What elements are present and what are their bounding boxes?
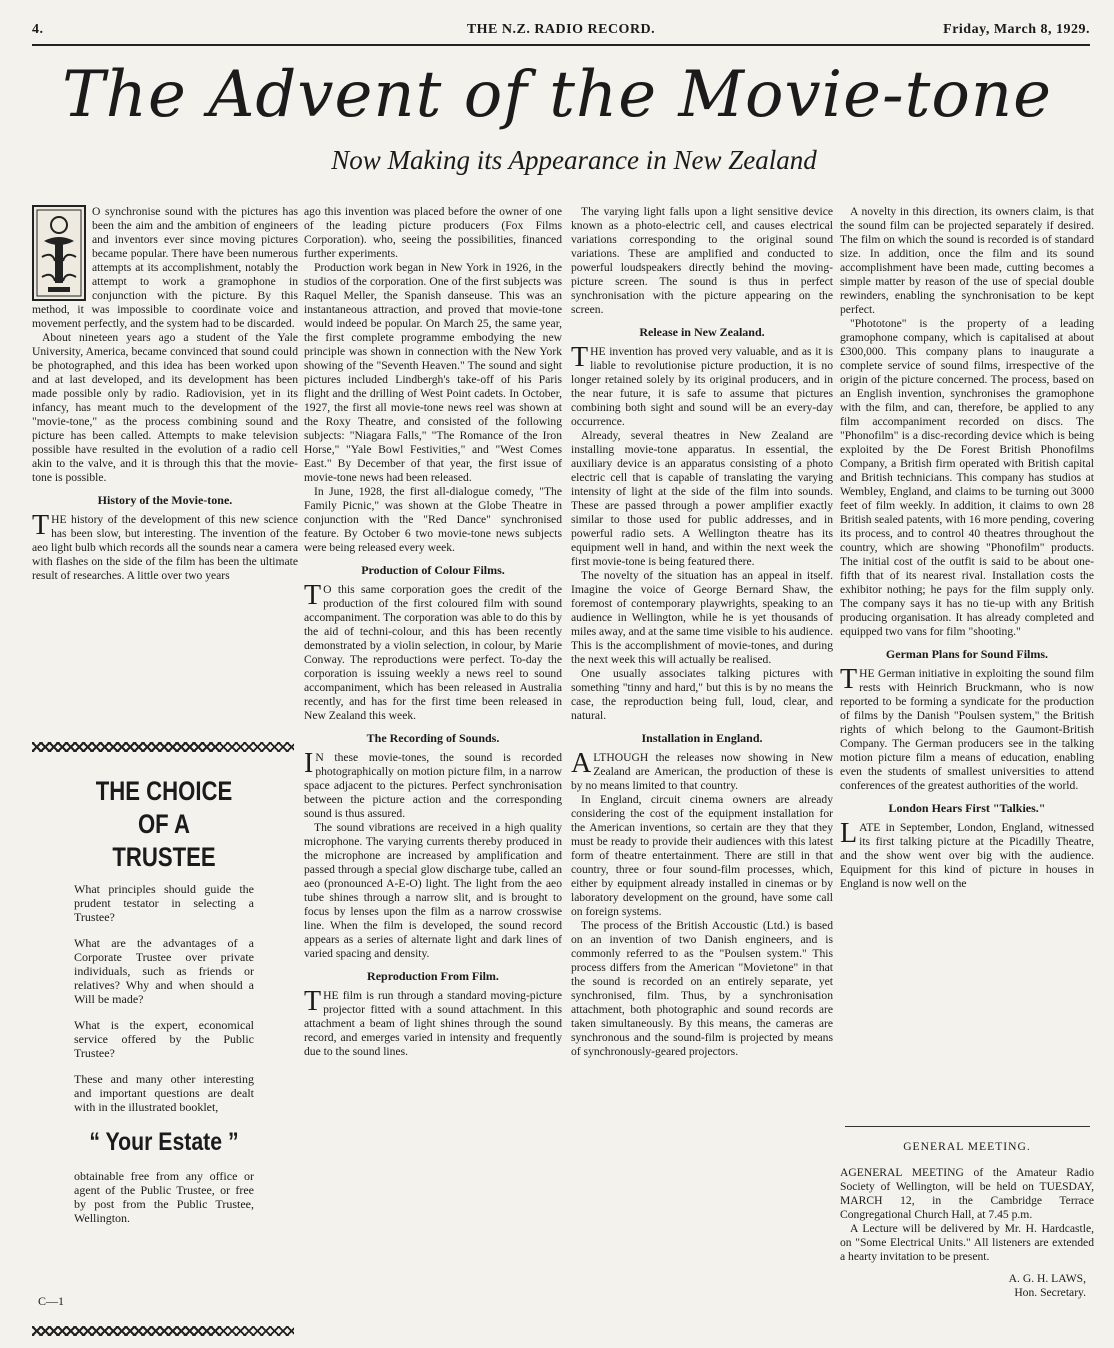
drop-cap: T [571,342,589,373]
paragraph: "Phototone" is the property of a leading gramophone company, which is capitalised at about £300,000. This company plans to inaugurate a complete service of sound films, irrespective of the origin of the picture concerned. The process, based on an English invention, synchronises the gramophone with the film, and can, therefore, be applied to any film accompaniment recorded on discs. The "Phonofilm" is a disc-recording device which is being exploited by the De Forest British Phonofilms Company, a British firm operated with British capital and British technicians. This company has studios at Wembley, England, and claims to be turning out 3000 feet of film weekly. In addition, it claims to own 28 British sealed patents, with 16 more pending, covering its process, and to control 40 theatres throughout the country, which are showing "Phonofilm" products. The initial cost of the outfit is said to be about one-fifth that of its nearest rival. Installation costs the exhibitor nothing; he pays for the film supply only. The company says it has no tie-up with any British producing organisation. It has already completed and equipped two vans for film "shooting." [840,317,1094,638]
ad-question: These and many other interesting and important questions are dealt with in the illustrated booklet, [74,1072,254,1114]
masthead: THE N.Z. RADIO RECORD. [466,22,656,37]
section-heading: Production of Colour Films. [361,563,505,577]
ornamental-initial-icon [32,205,86,301]
section-heading: Release in New Zealand. [639,325,765,339]
column-4 [840,205,1094,891]
ad-heading: THE CHOICE OF A TRUSTEE [95,776,233,872]
drop-cap: A [571,748,592,779]
article-title: The Advent of the Movie-tone [62,58,1052,132]
article-subtitle: Now Making its Appearance in New Zealand [331,145,817,175]
decorative-border-top [32,742,294,752]
drop-cap: A [840,1166,849,1179]
paragraph: The process of the British Accoustic (Ltd.) is based on an invention of two Danish engineers, and is commonly referred to as the "Poulsen system." This process differs from the American "Movietone" in that the sound is recorded on an entirely separate, yet synchronised, film. Thus, by a synchronisation attachment, both photographic and sound records are taken simultaneously. By this means, the cameras are synchronous and the sound-film is projected by means of synchronously-geared projectors. [571,919,833,1058]
paragraph: One usually associates talking pictures with something "tinny and hard," but this is by no means the case, the reproduction being full, loud, clear, and natural. [571,667,833,722]
paragraph: Production work began in New York in 1926, in the studios of the corporation. One of the first subjects was Raquel Meller, the Spanish danseuse. This was an instantaneous attraction, and proved that movie-tone would indeed be popular. On March 25, the same year, the first complete programme embodying the new principle was shown in connection with the New York showing of the "Seventh Heaven." The sound and sight pictures included Lindbergh's take-off of his Paris flight and the drilling of West Point cadets. In October, 1927, the first all movie-tone news reel was shown at the Roxy Theatre, and consisted of the following subjects: "Niagara Falls," "The Romance of the Iron Horse," "Yale Bowl Festivities," and "West Comes East." By December of that year, the first issue of movie-tone news had been released. [304,261,562,484]
notice-body-2: A Lecture will be delivered by Mr. H. Hardcastle, on "Some Electrical Units." All listeners are extended a hearty invitation to be present. [840,1222,1094,1263]
section-heading: German Plans for Sound Films. [885,647,1049,661]
paragraph: In June, 1928, the first all-dialogue comedy, "The Family Picnic," was shown at the Globe Theatre in conjunction with the "Red Dance" synchronised feature. By October 6 two movie-tone news subjects were being released every week. [304,485,562,554]
decorative-border-bottom [32,1326,294,1336]
ad-question: What are the advantages of a Corporate Trustee over private individuals, such as friends or relatives? Why and when should a Will be made? [74,936,254,1006]
paragraph: The novelty of the situation has an appeal in itself. Imagine the voice of George Bernard Shaw, the foremost of contemporary playwrights, speaking to an audience in Wellington, while he is yet thousands of miles away, and at the same time visible to his audience. This is the accomplishment of movie-tones, and during the next week this will actually be realised. [571,569,833,666]
drop-cap: I [304,748,314,779]
section-heading: The Recording of Sounds. [366,731,500,745]
issue-date: Friday, March 8, 1929. [943,22,1090,37]
general-meeting-notice [840,1140,1094,1300]
paragraph: THE film is run through a standard moving-picture projector fitted with a sound attachment. In this attachment a beam of light shines through the sound record, and emerges varied in intensity and frequently due to the sound lines. [304,986,562,1058]
paragraph: I N these movie-tones, the sound is recorded photographically on motion picture film, in a narrow space adjacent to the pictures. Perfect synchronisation between the picture action and the corresponding sound is thus assured. [304,748,562,820]
section-heading: History of the Movie-tone. [97,493,233,507]
paragraph: The sound vibrations are received in a high quality microphone. The varying currents thereby produced in the microphone are increased by amplification and passed through a special glow discharge tube, called an aeo (pronounced A-E-O) light. The light from the aeo tube shines through a narrow slit, and is brought to focus by lenses upon the film as a narrow crosswise line. When the film is developed, the sound record appears as a series of alternate light and dark lines of varied spacing and density. [304,821,562,960]
paragraph: THE history of the development of this new science has been slow, but interesting. The invention of the aeo light bulb which records all the sounds near a camera with flashes on the side of the film has been the ultimate result of researches. A little over two years [32,510,298,582]
paragraph: Already, several theatres in New Zealand are installing movie-tone apparatus. In essential, the auxiliary device is an apparatus consisting of a photo electric cell that is capable of translating the varying intensity of light at the side of the film into sounds. These are passed through a power amplifier exactly similar to those used for public addresses, and in powerful radio sets. A Wellington theatre has its equipment well in hand, and within the next week the first movie-tone is being featured there. [571,429,833,568]
paragraph: A novelty in this direction, its owners claim, is that the sound film can be projected separately if desired. The film on which the sound is recorded is of standard size. In addition, once the film and its sound accomplishment have been made, cutting becomes a simple matter by reason of the use of special double rewinders, enabling the synchronisation to be kept perfect. [840,205,1094,316]
ad-question: What principles should guide the prudent testator in selecting a Trustee? [74,882,254,924]
drop-cap: T [304,986,322,1017]
notice-heading: GENERAL MEETING. [903,1140,1031,1153]
drop-cap: T [304,580,322,611]
paragraph: The varying light falls upon a light sensitive device known as a photo-electric cell, and causes electrical variations corresponding to the original sound variations. These are amplified and conducted to powerful loudspeakers directly behind the moving-picture screen. The sound is thus in perfect synchronisation with the picture appearing on the screen. [571,205,833,316]
column-2 [304,205,562,1059]
paragraph: ALTHOUGH the releases now showing in New Zealand are American, the production of these is by no means limited to that country. [571,748,833,792]
page-number: 4. [32,22,44,37]
paragraph: In England, circuit cinema owners are already considering the cost of the equipment installation for the American inventions, so certain are they that they must be ready to provide their audiences with this latest form of theatre entertainment. There are still in that country, three or four sound-film processes, which, either by equipment already installed in cinemas or by laboratory development on the ground, have some call on foreign systems. [571,793,833,918]
paragraph: O synchronise sound with the pictures has been the aim and the ambition of engineers and inventors ever since moving pictures became popular. There have been numerous attempts at its accomplishment, notably the attempt to work a gramophone in conjunction with the picture. By this method, it was impossible to coordinate voice and movement perfectly, and the system had to be discarded. [32,205,298,330]
paragraph: LATE in September, London, England, witnessed its first talking picture at the Picadilly Theatre, and the show went over big with the audience. Equipment for this kind of picture in houses in England is now well on the [840,818,1094,890]
notice-divider [845,1126,1090,1127]
paragraph: THE German initiative in exploiting the sound film rests with Heinrich Bruckmann, who is now reported to be forming a syndicate for the production of films by the Danish "Poulsen system," the British rights of which belong to the Gaumont-British Company. The German producers see in the talking motion picture film a means of education, enabling even the students of smallest universities to attend conferences of the greatest authorities of the world. [840,664,1094,792]
ad-booklet-title: “ Your Estate ” [89,1128,239,1156]
public-trustee-advertisement [74,775,254,1237]
section-heading: Installation in England. [641,731,763,745]
ad-question: What is the expert, economical service offered by the Public Trustee? [74,1018,254,1060]
section-heading: Reproduction From Film. [367,969,499,983]
paragraph: ago this invention was placed before the owner of one of the leading picture producers (Fox Films Corporation). who, seeing the possibilities, financed further experiments. [304,205,562,260]
ad-footer: obtainable free from any office or agent of the Public Trustee, or free by post from the Public Trustee, Wellington. [74,1169,254,1225]
drop-cap: T [840,664,858,695]
ad-code: C—1 [38,1294,65,1308]
section-heading: London Hears First "Talkies." [888,801,1046,815]
notice-signature: A. G. H. LAWS, [1008,1272,1086,1285]
drop-cap: T [32,510,50,541]
column-1 [32,205,298,583]
notice-body: AGENERAL MEETING of the Amateur Radio Society of Wellington, will be held on TUESDAY, MARCH 12, in the Cambridge Terrace Congregational Church Hall, at 7.45 p.m. [840,1166,1094,1221]
drop-cap: L [840,818,858,849]
column-3 [571,205,833,1059]
notice-signatory-role: Hon. Secretary. [1014,1286,1086,1299]
page-header [32,22,1090,44]
header-rule [32,44,1090,46]
paragraph: About nineteen years ago a student of the Yale University, America, became convinced that sound could be photographed, and this idea has been worked upon and at last developed, and its development has been made possible only by radio. Radiovision, yet in its infancy, has meant much to the development of the "movie-tone," as the process combining sound and picture has been called. Attempts to make television possible have resulted in the evolution of a radio cell akin to the valve, and it is through this that the movie-tone is possible. [32,331,298,484]
paragraph: T O this same corporation goes the credit of the production of the first coloured film with sound accompaniment. The corporation was able to do this by the aid of techni-colour, and this has been recently demonstrated by a violin selection, in colour, by Marie Conway. The reproductions were perfect. To-day the corporation is issuing weekly a news reel to sound accompaniment, which has been released in Australia recently, and has for the first time been released in New Zealand this week. [304,580,562,722]
paragraph: THE invention has proved very valuable, and as it is liable to revolutionise picture production, it is no longer retained solely by its original producers, and in the near future, it is safe to assume that pictures combining both sight and sound will be an every-day occurrence. [571,342,833,428]
